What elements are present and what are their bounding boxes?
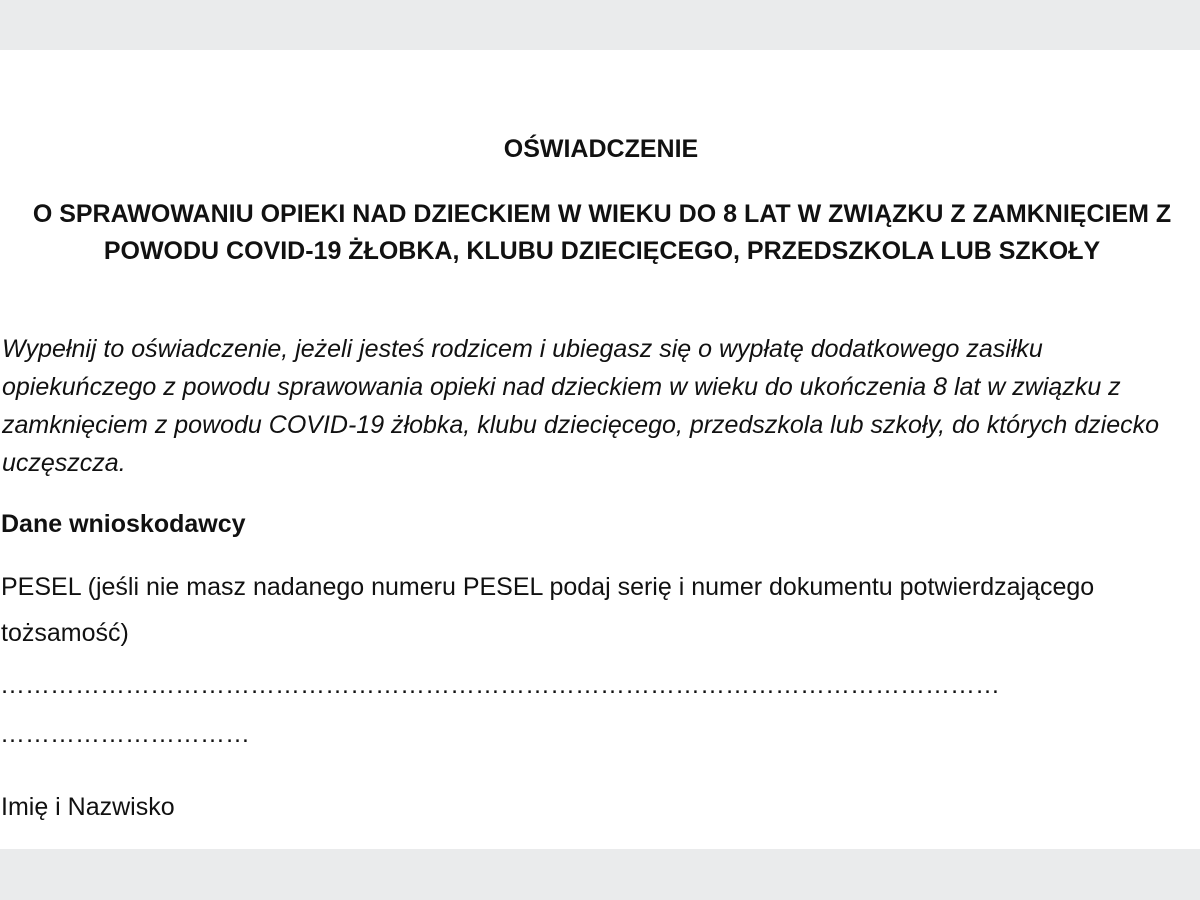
intro-paragraph: Wypełnij to oświadczenie, jeżeli jesteś rodzicem i ubiegasz się o wypłatę dodatkowego zasiłku opiekuńczego z powodu sprawowania opieki nad dzieckiem w wieku do ukończenia 8 lat w związku z zamknięciem z powodu COVID-19 żłobka, klubu dziecięcego, przedszkola lub szkoły, do których dziecko uczęszcza. bbox=[2, 335, 1160, 477]
document-content bbox=[0, 50, 1200, 849]
pesel-fill-line-continued: ………………………… bbox=[0, 720, 250, 748]
document-page bbox=[0, 50, 1200, 849]
name-field-label: Imię i Nazwisko bbox=[1, 793, 175, 821]
pesel-field-label: PESEL (jeśli nie masz nadanego numeru PESEL podaj serię i numer dokumentu potwierdzającego tożsamość) bbox=[1, 573, 1095, 647]
document-title: OŚWIADCZENIE bbox=[503, 135, 699, 163]
section-heading-applicant: Dane wnioskodawcy bbox=[1, 510, 246, 538]
document-subtitle: O SPRAWOWANIU OPIEKI NAD DZIECKIEM W WIEKU DO 8 LAT W ZWIĄZKU Z ZAMKNIĘCIEM Z POWODU COVID-19 ŻŁOBKA, KLUBU DZIECIĘCEGO, PRZEDSZKOLA LUB SZKOŁY bbox=[32, 200, 1172, 265]
pesel-fill-line: ………………………………………………………………………………………………………… bbox=[0, 671, 1000, 699]
